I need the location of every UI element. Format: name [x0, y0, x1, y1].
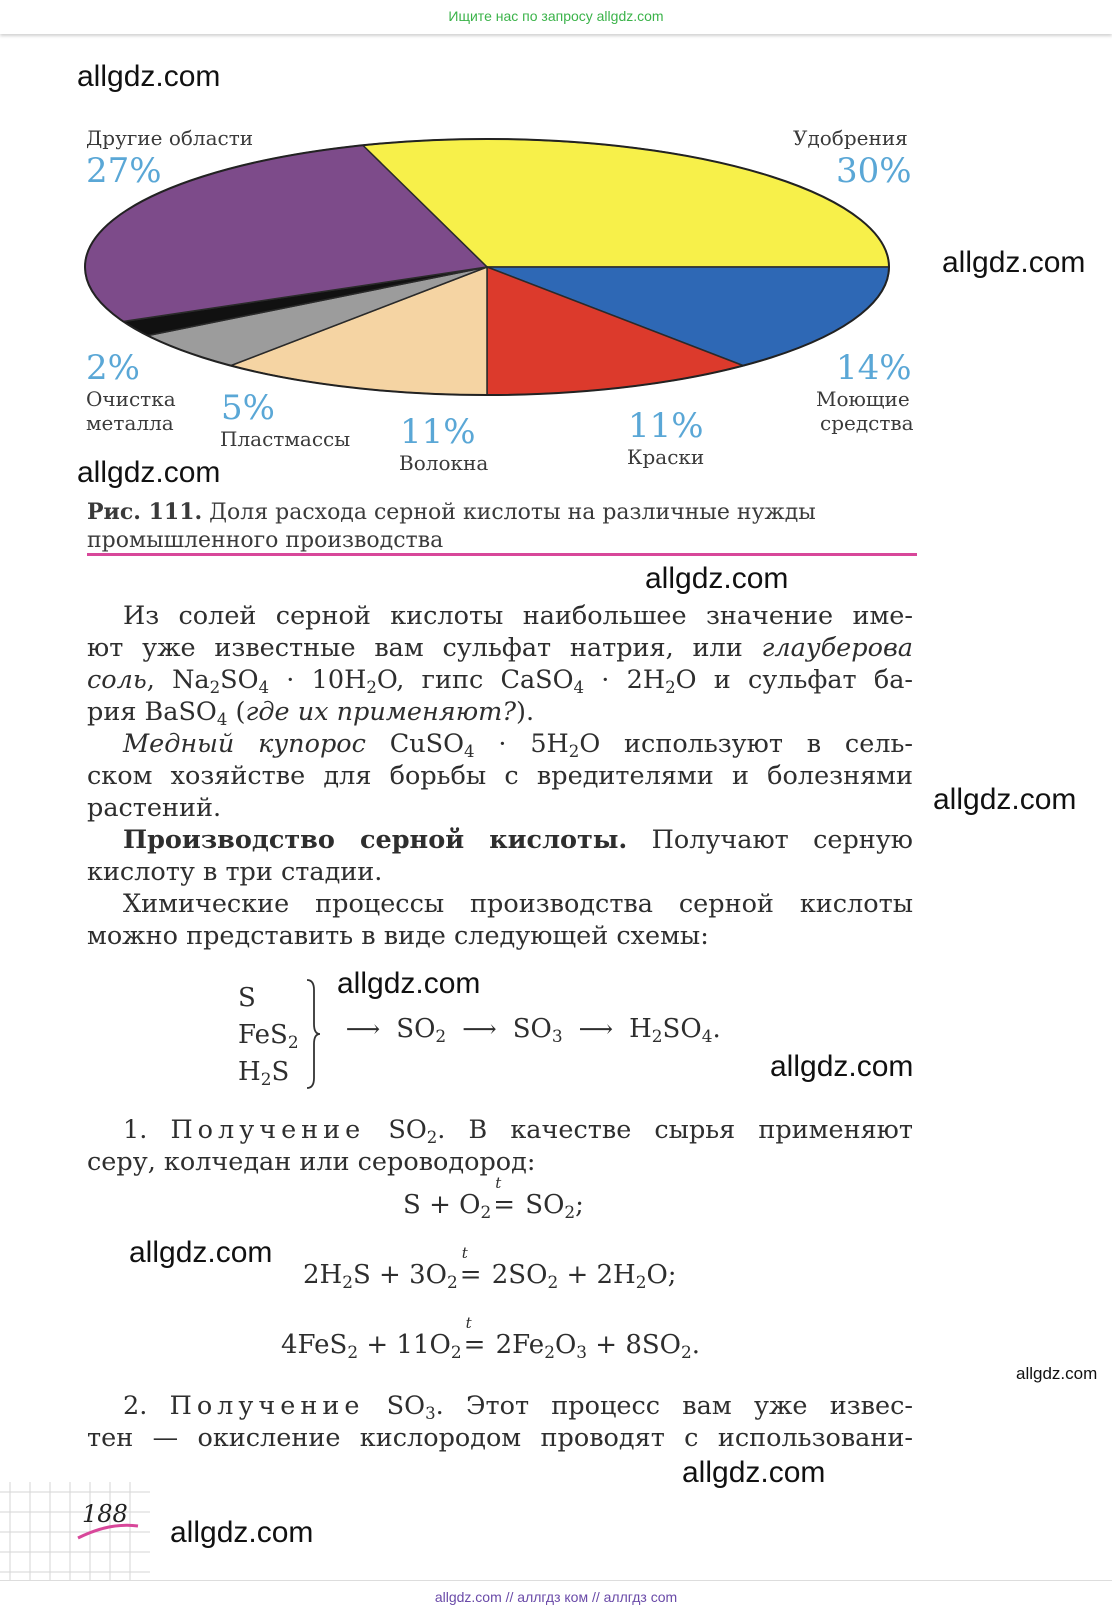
arrow-icon: ⟶	[462, 1015, 497, 1043]
paragraph-line: Медный купорос CuSO$_4$ · $5H_2O$ используют в сель-	[123, 729, 914, 761]
pct-plastics: 5%	[221, 388, 275, 428]
label-metal-2: металла	[86, 411, 174, 435]
paragraph-line: ском хозяйстве для борьбы с вредителями и болезнями	[87, 761, 913, 791]
watermark: allgdz.com	[77, 60, 221, 93]
paragraph-line: соль, $Na_2SO_4 \cdot 10H_2O$, гипс CaSO$_4$ · $2H_2O$ и сульфат ба-	[87, 665, 914, 697]
paragraph-line: Химические процессы производства серной кислоты	[123, 889, 913, 919]
brace-icon	[305, 978, 321, 1090]
paragraph-line: ют уже известные вам сульфат натрия, или глауберова	[87, 633, 913, 663]
figure-caption	[87, 498, 917, 555]
top-banner: Ищите нас по запросу allgdz.com	[0, 0, 1112, 34]
watermark: allgdz.com	[77, 456, 221, 489]
label-other: Другие области	[86, 126, 254, 150]
caption-line1: Доля расхода серной кислоты на различные нужды	[209, 500, 816, 525]
paragraph-line: Из солей серной кислоты наибольшее значение име-	[123, 601, 913, 631]
caption-rule	[87, 553, 917, 556]
watermark: allgdz.com	[682, 1456, 826, 1489]
watermark: allgdz.com	[337, 967, 481, 1000]
page-number: 188	[82, 1500, 128, 1528]
paragraph-line: серу, колчедан или сероводород:	[87, 1147, 536, 1177]
watermark: allgdz.com	[129, 1236, 273, 1269]
label-paints: Краски	[627, 445, 705, 469]
pct-detergents: 14%	[836, 348, 912, 388]
watermark: allgdz.com	[942, 246, 1086, 279]
paragraph-line: растений.	[87, 793, 222, 823]
label-plastics: Пластмассы	[220, 427, 351, 451]
paragraph-line: рия BaSO$_4$ (где их применяют?).	[87, 697, 535, 729]
label-detergents-2: средства	[820, 411, 914, 435]
equation-1: $S + O_2$ t = $SO_2$;	[403, 1174, 584, 1223]
paragraph-line: 1. Получение $SO_2$. В качестве сырья применяют	[123, 1115, 913, 1147]
figure-number: Рис. 111.	[87, 499, 203, 525]
label-metal-1: Очистка	[86, 387, 176, 411]
arrow-icon: ⟶	[578, 1015, 614, 1043]
pct-other: 27%	[86, 151, 162, 191]
equation-3: $4FeS_2 + 11O_2$ t = $2Fe_2O_3 + 8SO_2$.	[281, 1314, 701, 1363]
pct-fertilizers: 30%	[836, 151, 912, 191]
paragraph-line: 2. Получение $SO_3$. Этот процесс вам уже извес-	[123, 1391, 913, 1423]
pct-fibers: 11%	[400, 412, 476, 452]
watermark: allgdz.com	[645, 562, 789, 595]
paragraph-line: Производство серной кислоты. Получают серную	[123, 825, 913, 855]
equation-2: $2H_2S + 3O_2$ t = $2SO_2 + 2H_2O$;	[303, 1244, 677, 1293]
pct-paints: 11%	[628, 406, 704, 446]
scheme-chain: ⟶ $SO_2$ ⟶ $SO_3$ ⟶ $H_2SO_4$.	[338, 1014, 721, 1044]
paragraph-line: можно представить в виде следующей схемы:	[87, 921, 709, 951]
watermark: allgdz.com	[770, 1050, 914, 1083]
label-fertilizers: Удобрения	[793, 126, 908, 150]
paragraph-line: тен — окисление кислородом проводят с использовани-	[87, 1423, 913, 1453]
pct-metal: 2%	[86, 348, 140, 388]
label-detergents-1: Моющие	[816, 387, 910, 411]
scheme-sources: S FeS$_2$ $H_2S$	[238, 983, 299, 1090]
page-corner-grid	[0, 1482, 150, 1592]
watermark: allgdz.com	[170, 1516, 314, 1549]
caption-line2: промышленного производства	[87, 528, 444, 553]
paragraph-line: кислоту в три стадии.	[87, 857, 383, 887]
bottom-banner: allgdz.com // аллгдз ком // аллгдз com	[0, 1580, 1112, 1615]
watermark: allgdz.com	[933, 783, 1077, 816]
label-fibers: Волокна	[399, 451, 489, 475]
arrow-icon: ⟶	[345, 1015, 381, 1043]
watermark: allgdz.com	[1016, 1364, 1098, 1383]
